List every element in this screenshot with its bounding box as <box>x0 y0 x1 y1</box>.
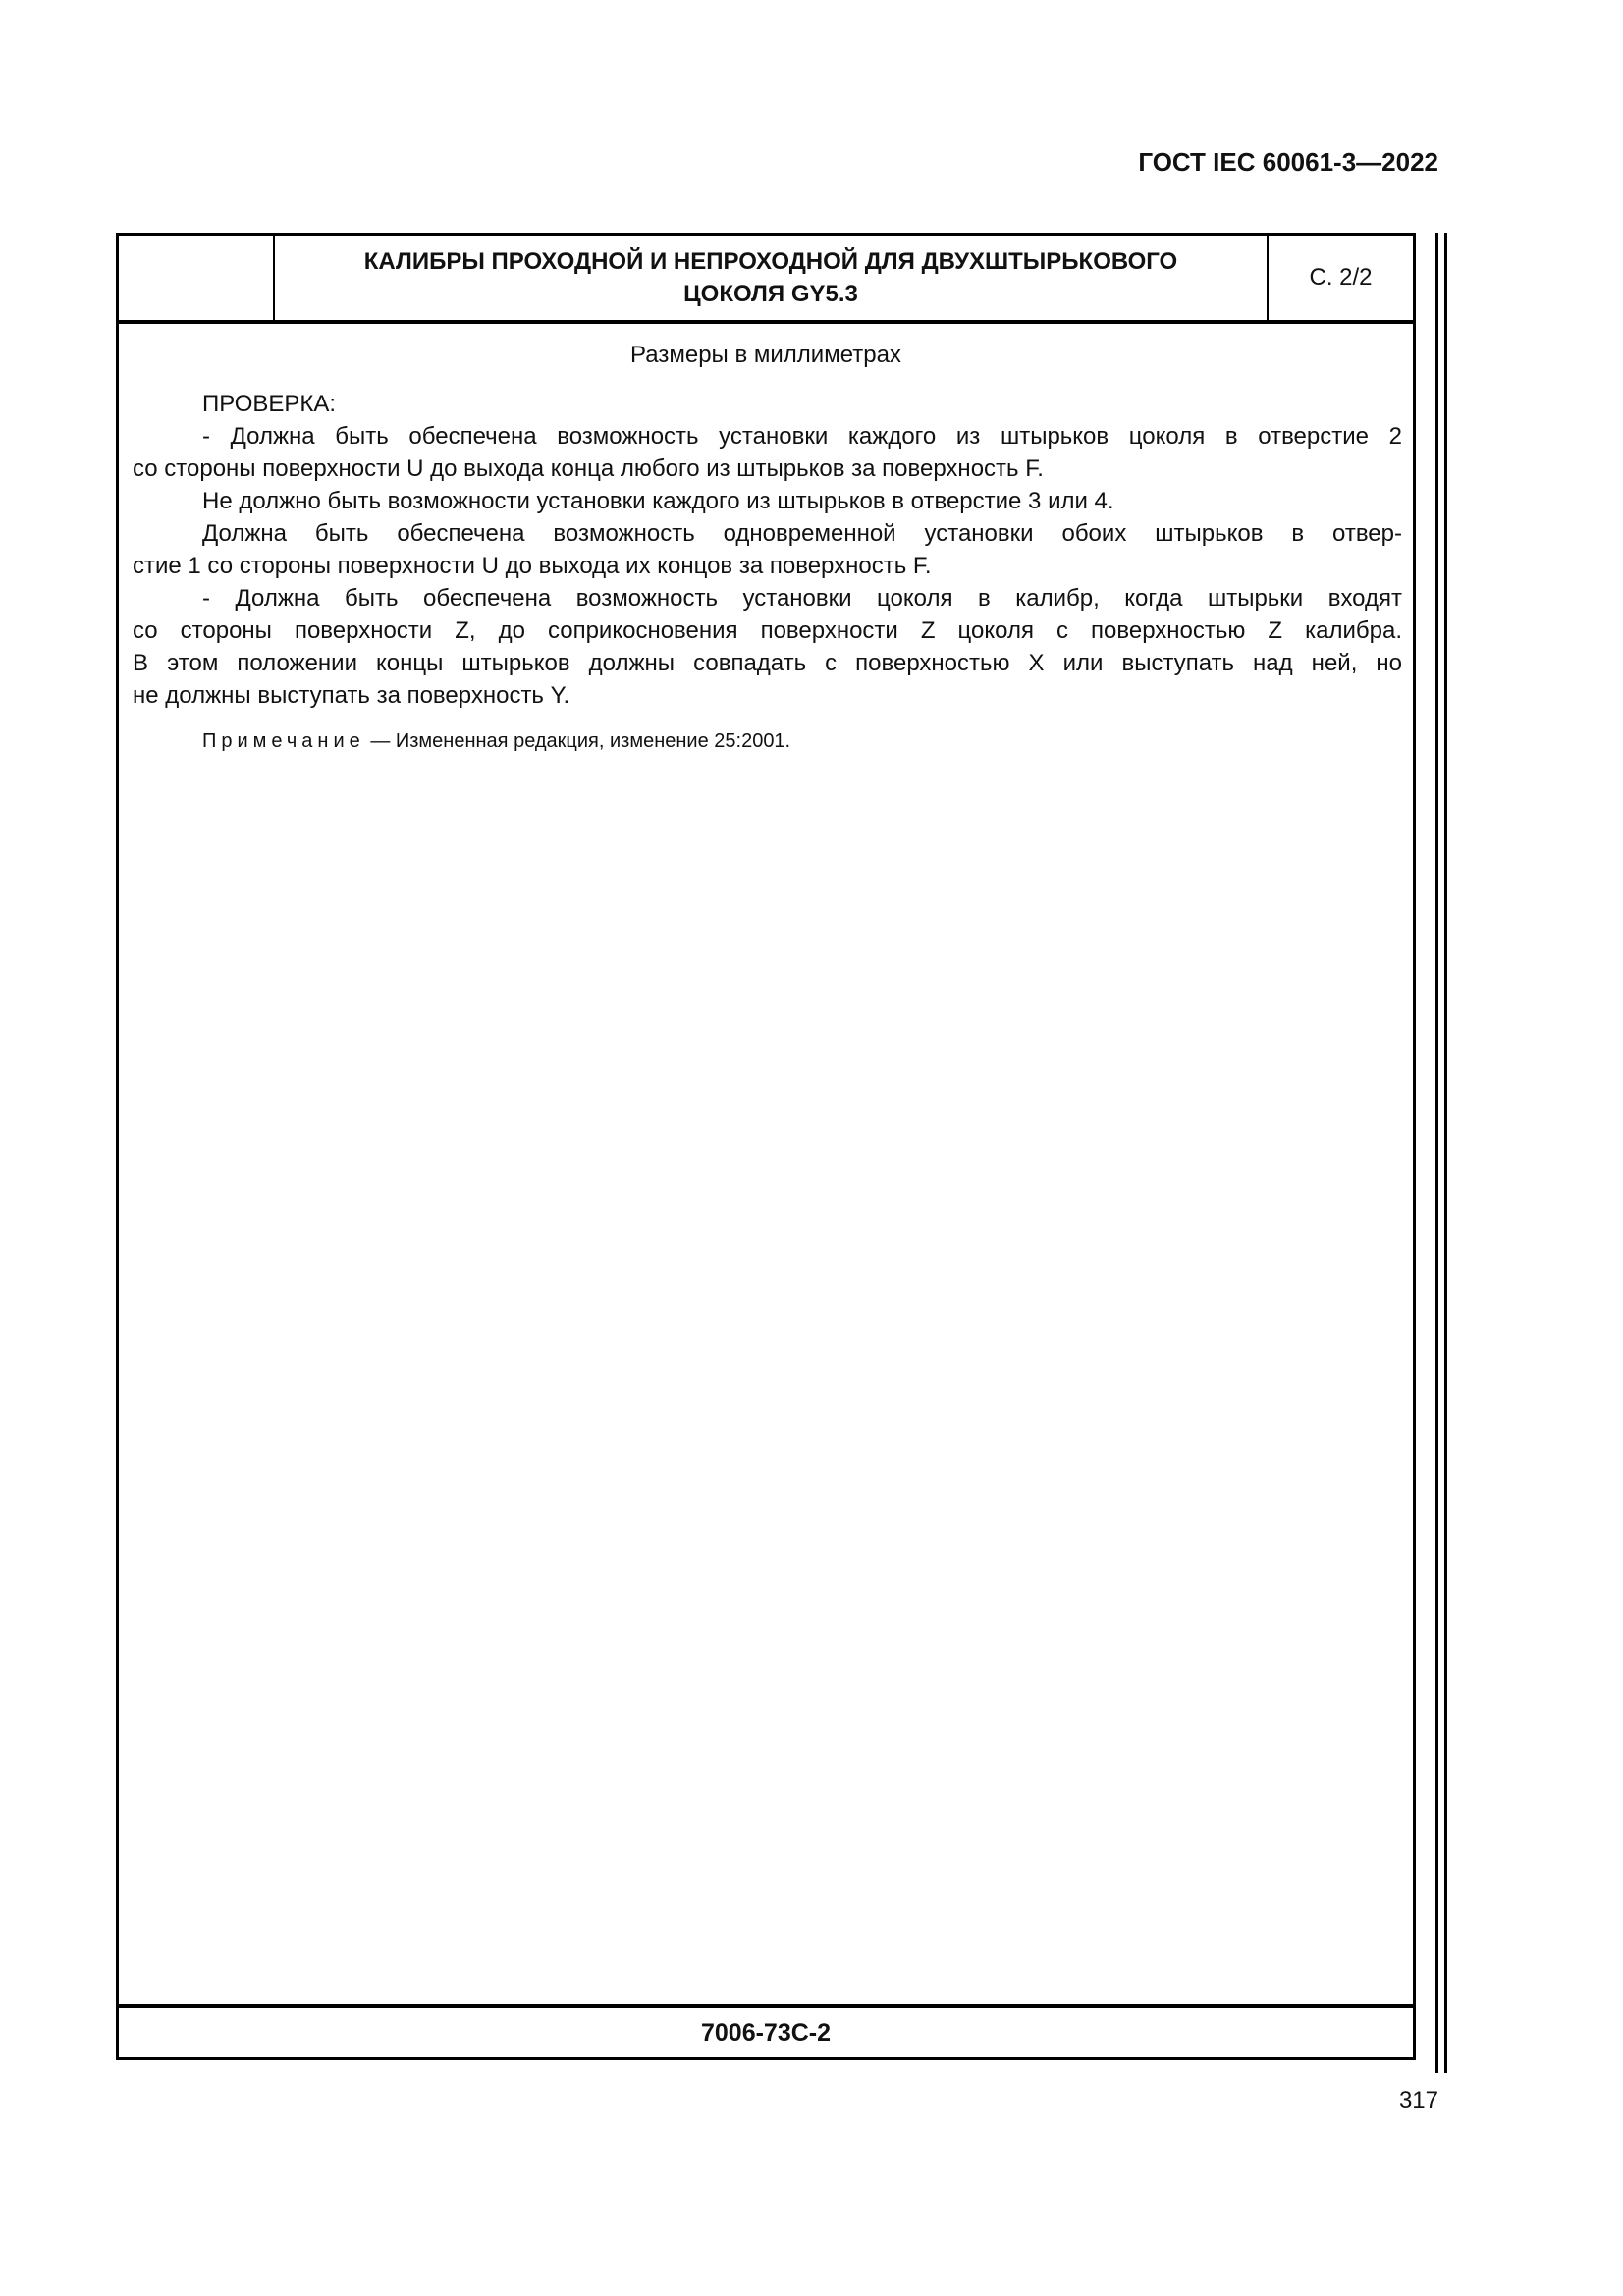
note-label: Примечание <box>202 730 365 752</box>
text-line: не должны выступать за поверхность Y. <box>133 682 570 709</box>
title-line: КАЛИБРЫ ПРОХОДНОЙ И НЕПРОХОДНОЙ ДЛЯ ДВУХШТЫРЬКОВОГО <box>363 248 1178 275</box>
text-line: стие 1 со стороны поверхности U до выхода их концов за поверхность F. <box>133 553 932 579</box>
frame-double-line <box>1435 233 1438 2073</box>
text-line: Не должно быть возможности установки каждого из штырьков в отверстие 3 или 4. <box>202 488 1114 514</box>
text-line: со стороны поверхности U до выхода конца любого из штырьков за поверхность F. <box>133 455 1044 482</box>
note <box>133 725 1402 758</box>
page-number: 317 <box>1398 2087 1438 2113</box>
document-code: ГОСТ IEC 60061-3—2022 <box>1138 147 1438 177</box>
units-caption: Размеры в миллиметрах <box>630 342 901 368</box>
sheet-body <box>133 388 1402 758</box>
text-line: - Должна быть обеспечена возможность установки цоколя в калибр, когда штырьки входят <box>202 585 1402 612</box>
text-line: Должна быть обеспечена возможность одновременной установки обоих штырьков в отвер- <box>202 520 1402 547</box>
frame-double-line <box>1444 233 1447 2073</box>
sheet-frame <box>116 233 1416 2060</box>
title-line: ЦОКОЛЯ GY5.3 <box>683 281 858 307</box>
text-line: со стороны поверхности Z, до соприкосновения поверхности Z цоколя с поверхностью Z калибра. <box>133 617 1402 644</box>
text-line: В этом положении концы штырьков должны совпадать с поверхностью X или выступать над ней, но <box>133 650 1402 676</box>
text-line: ПРОВЕРКА: <box>202 391 337 417</box>
note-text: — Измененная редакция, изменение 25:2001. <box>364 730 791 752</box>
sheet-header <box>119 236 1413 324</box>
sheet-footer-code: 7006-73C-2 <box>119 2004 1413 2057</box>
text-line: - Должна быть обеспечена возможность установки каждого из штырьков цоколя в отверстие 2 <box>202 423 1402 450</box>
sheet-title <box>275 236 1267 320</box>
sheet-number: С. 2/2 <box>1267 236 1413 320</box>
header-empty-cell <box>119 236 275 320</box>
